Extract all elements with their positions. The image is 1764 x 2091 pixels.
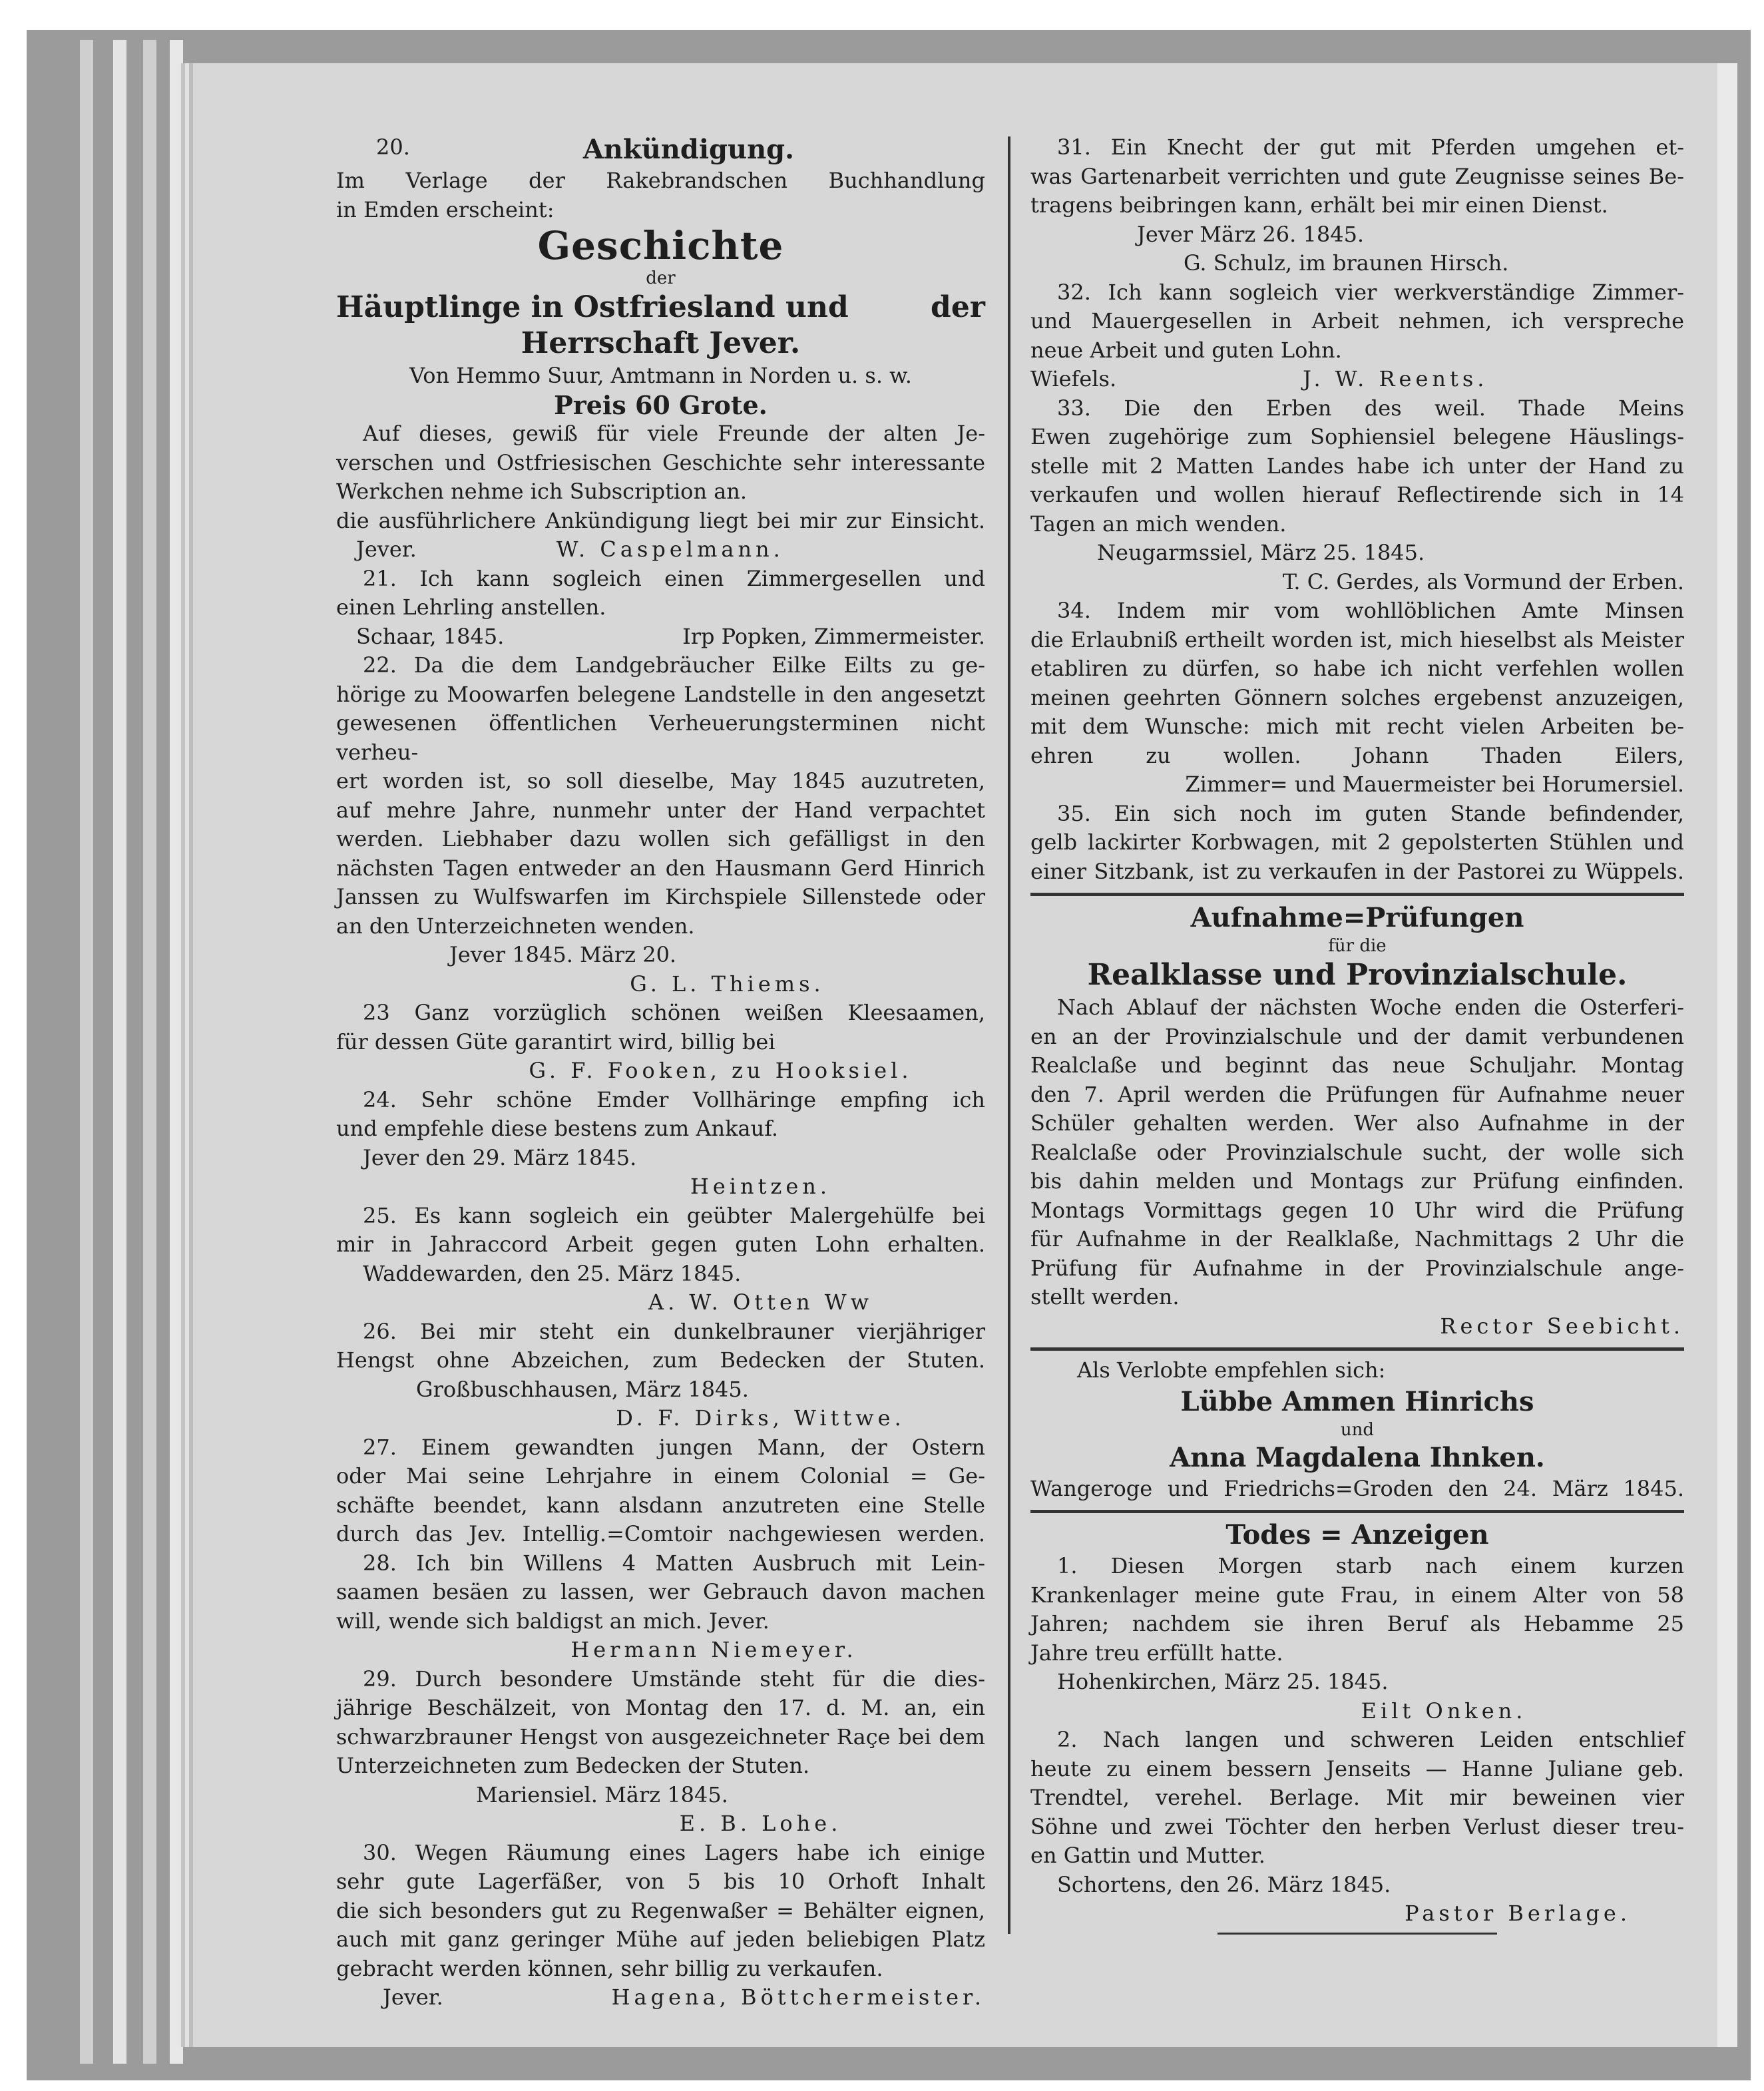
signature: T. C. Gerdes, als Vormund der Erben. [1282,569,1684,594]
text-line: gewesenen öffentlichen Verheuerungsterminen nicht verheu- [336,710,985,765]
closing-rule [1217,1933,1497,1935]
text-line: Realclaße oder Provinzialschule sucht, der wolle sich [1030,1139,1684,1165]
exam-subtitle: für die [1328,936,1387,956]
book-subtitle-1 [336,290,985,326]
left-column [336,133,985,2012]
book-author: Von Hemmo Suur, Amtmann in Norden u. s. w. [409,363,912,388]
text-line: 1. Diesen Morgen starb nach einem kurzen [1057,1553,1684,1578]
text-line: verkaufen und wollen hierauf Reflectirende sich in 14 [1030,482,1684,507]
text-line: jährige Beschälzeit, von Montag den 17. d. M. an, ein [336,1695,985,1720]
page-edge [113,40,126,2064]
text-line: gelb lackirter Korbwagen, mit 2 gepolsterten Stühlen und [1030,829,1684,855]
text-line: 21. Ich kann sogleich einen Zimmergesellen und [363,565,985,591]
page-edge [80,40,93,2064]
place: Schaar, 1845. [356,623,505,649]
text-line: mit dem Wunsche: mich mit recht vielen Arbeiten be- [1030,714,1684,739]
date-line: Jever März 26. 1845. [1137,221,1365,247]
signature: G. F. Fooken, zu Hooksiel. [529,1058,913,1083]
text-line: Unterzeichneten zum Bedecken der Stuten. [336,1753,810,1778]
text-line: Trendtel, verehel. Berlage. Mit mir beweinen vier [1030,1785,1684,1810]
text-line: verschen und Ostfriesischen Geschichte sehr interessante [336,449,985,475]
text-line: auch mit ganz geringer Mühe auf jeden beliebigen Platz [336,1927,985,1952]
text-line: 26. Bei mir steht ein dunkelbrauner vierjähriger [363,1318,985,1344]
text-line: Im Verlage der Rakebrandschen Buchhandlung [336,168,985,193]
text-line: 2. Nach langen und schweren Leiden entschlief [1057,1727,1684,1752]
text-line: Janssen zu Wulfswarfen im Kirchspiele Sillenstede oder [336,884,985,909]
book-title-der: der [646,268,676,288]
text-line: in Emden erscheint: [336,196,554,222]
death-notices-title: Todes = Anzeigen [1225,1519,1489,1550]
exam-school: Realklasse und Provinzialschule. [1087,958,1628,992]
signature: Irp Popken, Zimmermeister. [682,623,985,649]
text-line: Montags Vormittags gegen 10 Uhr wird die Prüfung [1030,1197,1684,1223]
text-line: 33. Die den Erben des weil. Thade Meins [1057,395,1684,421]
text-line: einen Lehrling anstellen. [336,594,606,620]
text-line: sehr gute Lagerfäßer, von 5 bis 10 Orhoft Inhalt [336,1869,985,1894]
signature: Hermann Niemeyer. [570,1637,857,1662]
ad-number: 20. [376,134,410,160]
text-line: den 7. April werden die Prüfungen für Aufnahme neuer [1030,1081,1684,1107]
page-leaf-edge [1717,63,1737,2047]
signature: Rector Seebicht. [1440,1313,1684,1339]
text-line: und Mauergesellen in Arbeit nehmen, ich verspreche [1030,308,1684,334]
engaged-name-2: Anna Magdalena Ihnken. [1170,1441,1545,1473]
text-line: 28. Ich bin Willens 4 Matten Ausbruch mit Lein- [363,1550,985,1576]
date-line: Jever 1845. März 20. [449,942,677,967]
text-line: oder Mai seine Lehrjahre in einem Colonial = Ge- [336,1463,985,1489]
text-line: bis dahin melden und Montags zur Prüfung einfinden. [1030,1168,1684,1194]
right-column [1030,133,1684,1935]
text-line: Ewen zugehörige zum Sophiensiel belegene Häuslings- [1030,424,1684,449]
page-edge [170,40,183,2064]
engaged-name-1: Lübbe Ammen Hinrichs [1180,1385,1534,1417]
column-divider [1008,136,1010,1934]
signature: G. Schulz, im braunen Hirsch. [1184,250,1509,276]
subtitle-part: der [931,290,985,324]
signature-line [336,1983,985,2012]
text-line: stelle mit 2 Matten Landes habe ich unter der Hand zu [1030,453,1684,479]
text-line: 32. Ich kann sogleich vier werkverständige Zimmer- [1057,279,1684,305]
text-line: 27. Einem gewandten jungen Mann, der Ostern [363,1434,985,1460]
signature: A. W. Otten Ww [648,1289,873,1315]
engaged-intro: Als Verlobte empfehlen sich: [1077,1357,1386,1383]
text-line: 23 Ganz vorzüglich schönen weißen Kleesaamen, [363,1000,985,1025]
text-line: neue Arbeit und guten Lohn. [1030,337,1342,363]
date-line: Schortens, den 26. März 1845. [1057,1871,1391,1897]
text-line: Auf dieses, gewiß für viele Freunde der alten Je- [363,421,985,446]
date-line: Mariensiel. März 1845. [476,1781,728,1807]
text-line: die sich besonders gut zu Regenwaßer = Behälter eignen, [336,1897,985,1923]
text-line: schwarzbrauner Hengst von ausgezeichneter Raçe bei dem [336,1724,985,1749]
signature: G. L. Thiems. [630,971,825,997]
text-line: 31. Ein Knecht der gut mit Pferden umgehen et- [1057,134,1684,160]
text-line: ert worden ist, so soll dieselbe, May 1845 auzutreten, [336,768,985,794]
text-line: gebracht werden können, sehr billig zu verkaufen. [336,1955,883,1981]
place: Jever. [383,1984,443,2010]
text-line: ehren zu wollen. Johann Thaden Eilers, [1030,742,1684,768]
text-line: Hengst ohne Abzeichen, zum Bedecken der Stuten. [336,1347,985,1373]
ad-20-heading [336,133,985,166]
signature: Hagena, Böttchermeister. [611,1984,985,2010]
date-line: Großbuschhausen, März 1845. [416,1376,749,1402]
text-line: Prüfung für Aufnahme in der Provinzialschule ange- [1030,1255,1684,1281]
section-rule [1030,1510,1684,1513]
signature: Pastor Berlage. [1405,1901,1631,1926]
text-line: 25. Es kann sogleich ein geübter Malergehülfe bei [363,1202,985,1228]
announcement-heading: Ankündigung. [582,134,795,165]
signature: D. F. Dirks, Wittwe. [616,1405,905,1431]
text-line: tragens beibringen kann, erhält bei mir einen Dienst. [1030,192,1608,218]
section-rule [1030,1347,1684,1351]
text-line: Jahre treu erfüllt hatte. [1030,1640,1283,1666]
engaged-und: und [1340,1419,1375,1440]
text-line: Söhne und zwei Töchter den herben Verlust dieser treu- [1030,1813,1684,1839]
subtitle-part: Häuptlinge in Ostfriesland und [336,290,849,324]
text-line: die Erlaubniß ertheilt worden ist, mich hieselbst als Meister [1030,626,1684,652]
text-line: saamen besäen zu lassen, wer Gebrauch davon machen [336,1579,985,1604]
date-line: Jever den 29. März 1845. [363,1144,637,1170]
text-line: an den Unterzeichneten wenden. [336,913,695,939]
text-line: einer Sitzbank, ist zu verkaufen in der Pastorei zu Wüppels. [1030,858,1684,884]
text-line: 30. Wegen Räumung eines Lagers habe ich einige [363,1839,985,1865]
text-line: etabliren zu dürfen, so habe ich nicht verfehlen wollen [1030,656,1684,681]
text-line: die ausführlichere Ankündigung liegt bei mir zur Einsicht. [336,507,985,533]
text-line: Werkchen nehme ich Subscription an. [336,479,748,504]
text-line: 34. Indem mir vom wohllöblichen Amte Minsen [1057,598,1684,623]
place: Wiefels. [1030,366,1117,391]
text-line: was Gartenarbeit verrichten und gute Zeugnisse seines Be- [1030,163,1684,189]
place: Jever. [356,537,417,562]
text-line: Nach Ablauf der nächsten Woche enden die Osterferi- [1057,995,1684,1020]
text-line: durch das Jev. Intellig.=Comtoir nachgewiesen werden. [336,1521,985,1546]
page-edge [143,40,156,2064]
text-line: nächsten Tagen entweder an den Hausmann Gerd Hinrich [336,855,985,881]
text-line: en Gattin und Mutter. [1030,1843,1265,1868]
text-line: für dessen Güte garantirt wird, billig bei [336,1029,775,1054]
text-line: werden. Liebhaber dazu wollen sich gefälligst in den [336,826,985,851]
signature: E. B. Lohe. [679,1811,842,1836]
book-subtitle-2: Herrschaft Jever. [521,326,801,360]
text-line: 22. Da die dem Landgebräucher Eilke Eilts zu ge- [363,652,985,678]
text-line: 29. Durch besondere Umstände steht für die dies- [363,1666,985,1692]
text-line: mir in Jahraccord Arbeit gegen guten Lohn erhalten. [336,1232,985,1257]
signature: Eilt Onken. [1361,1698,1527,1724]
text-line: schäfte beendet, kann alsdann anzutreten eine Stelle [336,1492,985,1518]
text-line: für Aufnahme in der Realklaße, Nachmittags 2 Uhr die [1030,1226,1684,1252]
date-line: Hohenkirchen, März 25. 1845. [1057,1669,1389,1694]
signature-line [336,535,985,565]
text-line: heute zu einem bessern Jenseits — Hanne Juliane geb. [1030,1755,1684,1781]
text-line: will, wende sich baldigst an mich. Jever. [336,1608,770,1634]
exam-title: Aufnahme=Prüfungen [1190,902,1524,933]
text-line: auf mehre Jahre, nunmehr unter der Hand verpachtet [336,797,985,823]
text-line: Realclaße und beginnt das neue Schuljahr. Montag [1030,1052,1684,1078]
text-line: stellt werden. [1030,1284,1180,1309]
text-line: en an der Provinzialschule und der damit verbundenen [1030,1023,1684,1049]
text-line: Jahren; nachdem sie ihren Beruf als Hebamme 25 [1030,1611,1684,1636]
text-line: und empfehle diese bestens zum Ankauf. [336,1116,779,1141]
signature: Zimmer= und Mauermeister bei Horumersiel. [1185,772,1684,797]
text-line: Krankenlager meine gute Frau, in einem Alter von 58 [1030,1582,1684,1608]
signature: W. Caspelmann. [556,537,784,562]
book-title: Geschichte [537,223,784,268]
date-line: Waddewarden, den 25. März 1845. [363,1260,742,1286]
text-line: 35. Ein sich noch im guten Stande befindender, [1057,800,1684,826]
section-rule [1030,893,1684,896]
book-price: Preis 60 Grote. [554,389,768,420]
date-line: Neugarmssiel, März 25. 1845. [1097,540,1425,565]
text-line: Schüler gehalten werden. Wer also Aufnahme in der [1030,1110,1684,1136]
text-line: meinen geehrten Gönnern solches ergebenst anzuzeigen, [1030,684,1684,710]
text-line: Tagen an mich wenden. [1030,511,1287,537]
text-line: hörige zu Moowarfen belegene Landstelle in den angesetzt [336,681,985,707]
signature: Heintzen. [690,1174,831,1199]
signature-line [336,622,985,652]
signature-line [1030,365,1684,394]
text-line: 24. Sehr schöne Emder Vollhäringe empfing ich [363,1086,985,1112]
signature: J. W. Reents. [1303,366,1488,391]
engaged-place: Wangeroge und Friedrichs=Groden den 24. März 1845. [1030,1475,1684,1501]
